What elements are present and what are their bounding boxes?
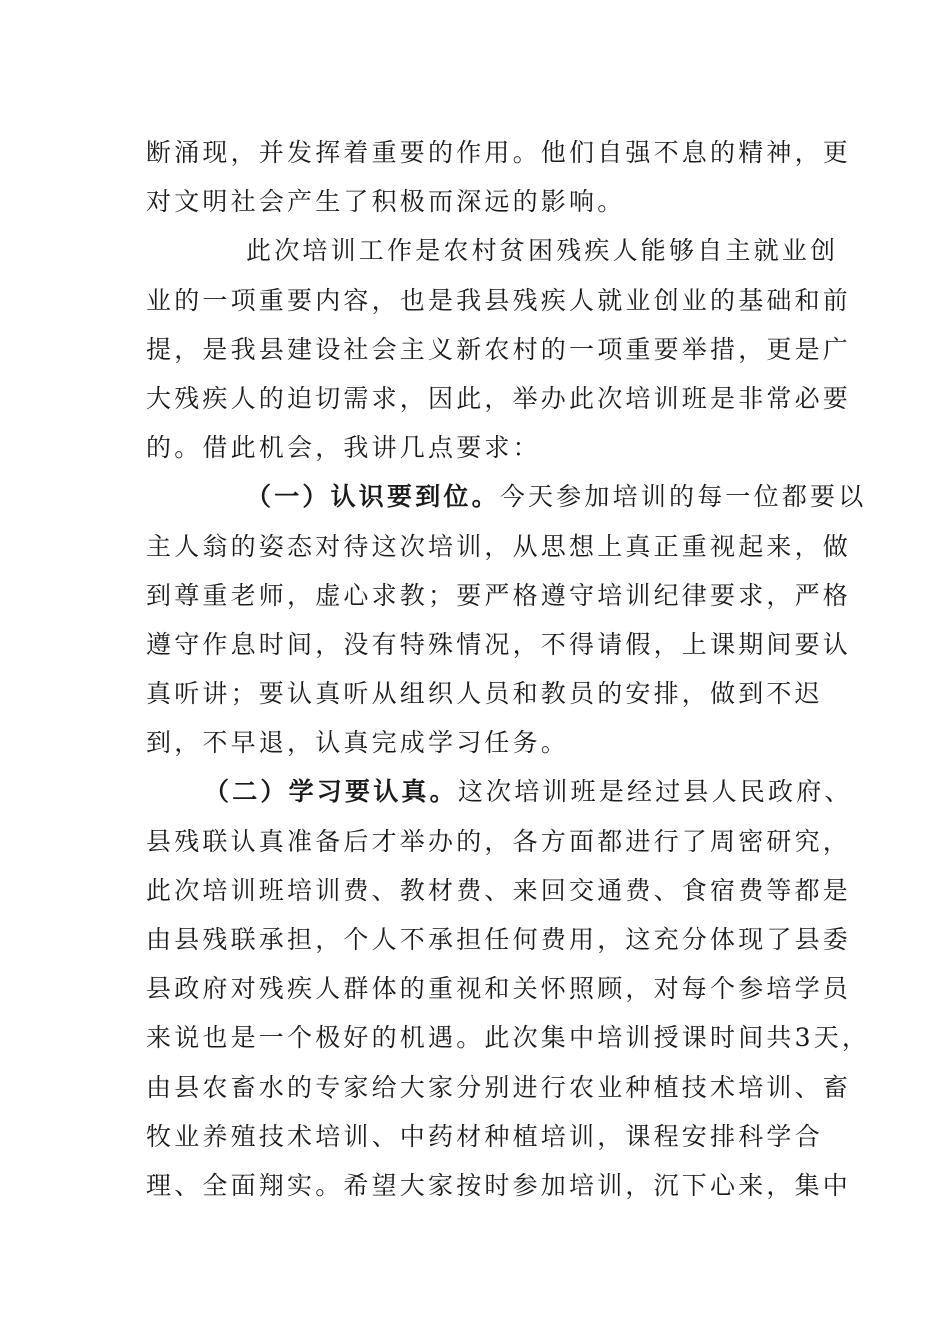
text-line: 断涌现，并发挥着重要的作用。他们自强不息的精神，更: [146, 138, 852, 167]
text-line: 牧业养殖技术培训、中药材种植培训，课程安排科学合: [146, 1121, 823, 1151]
text-line: 提，是我县建设社会主义新农村的一项重要举措，更是广: [146, 334, 852, 364]
text-line: 县政府对残疾人群体的重视和关怀照顾，对每个参培学员: [146, 974, 852, 1004]
text-line: 业的一项重要内容，也是我县残疾人就业创业的基础和前: [146, 285, 852, 315]
text-line: 此次培训班培训费、教材费、来回交通费、食宿费等都是: [146, 875, 852, 905]
text-line: 主人翁的姿态对待这次培训，从思想上真正重视起来，做: [146, 531, 852, 561]
section-text: 这次培训班是经过县人民政府、: [457, 777, 853, 807]
text-line: 遵守作息时间，没有特殊情况，不得请假，上课期间要认: [146, 629, 852, 659]
section-heading-1: （一）认识要到位。: [246, 482, 500, 512]
text-line: 大残疾人的迫切需求，因此，举办此次培训班是非常必要: [146, 383, 852, 413]
document-body: [146, 128, 871, 1210]
text-line: 由县农畜水的专家给大家分别进行农业种植技术培训、畜: [146, 1072, 852, 1102]
text-line: 由县残联承担，个人不承担任何费用，这充分体现了县委: [146, 925, 852, 954]
section-text: 今天参加培训的每一位都要以: [499, 482, 867, 512]
text-line: 到尊重老师，虚心求教；要严格遵守培训纪律要求，严格: [146, 580, 852, 610]
section-heading-2: （二）学习要认真。: [204, 777, 458, 807]
section-heading-line: [146, 472, 867, 521]
section-heading-line: [146, 767, 853, 816]
text-line: 到，不早退，认真完成学习任务。: [146, 728, 570, 758]
text-line: 真听讲；要认真听从组织人员和教员的安排，做到不迟: [146, 679, 823, 709]
paragraph-start: 此次培训工作是农村贫困残疾人能够自主就业创: [246, 236, 839, 266]
text-line: 的。借此机会，我讲几点要求：: [146, 433, 541, 463]
text-line: 来说也是一个极好的机遇。此次集中培训授课时间共3天，: [146, 1023, 871, 1053]
text-line: 县残联认真准备后才举办的，各方面都进行了周密研究，: [146, 826, 852, 856]
text-line: 对文明社会产生了积极而深远的影响。: [146, 187, 626, 217]
text-line: 理、全面翔实。希望大家按时参加培训，沉下心来，集中: [146, 1170, 852, 1200]
